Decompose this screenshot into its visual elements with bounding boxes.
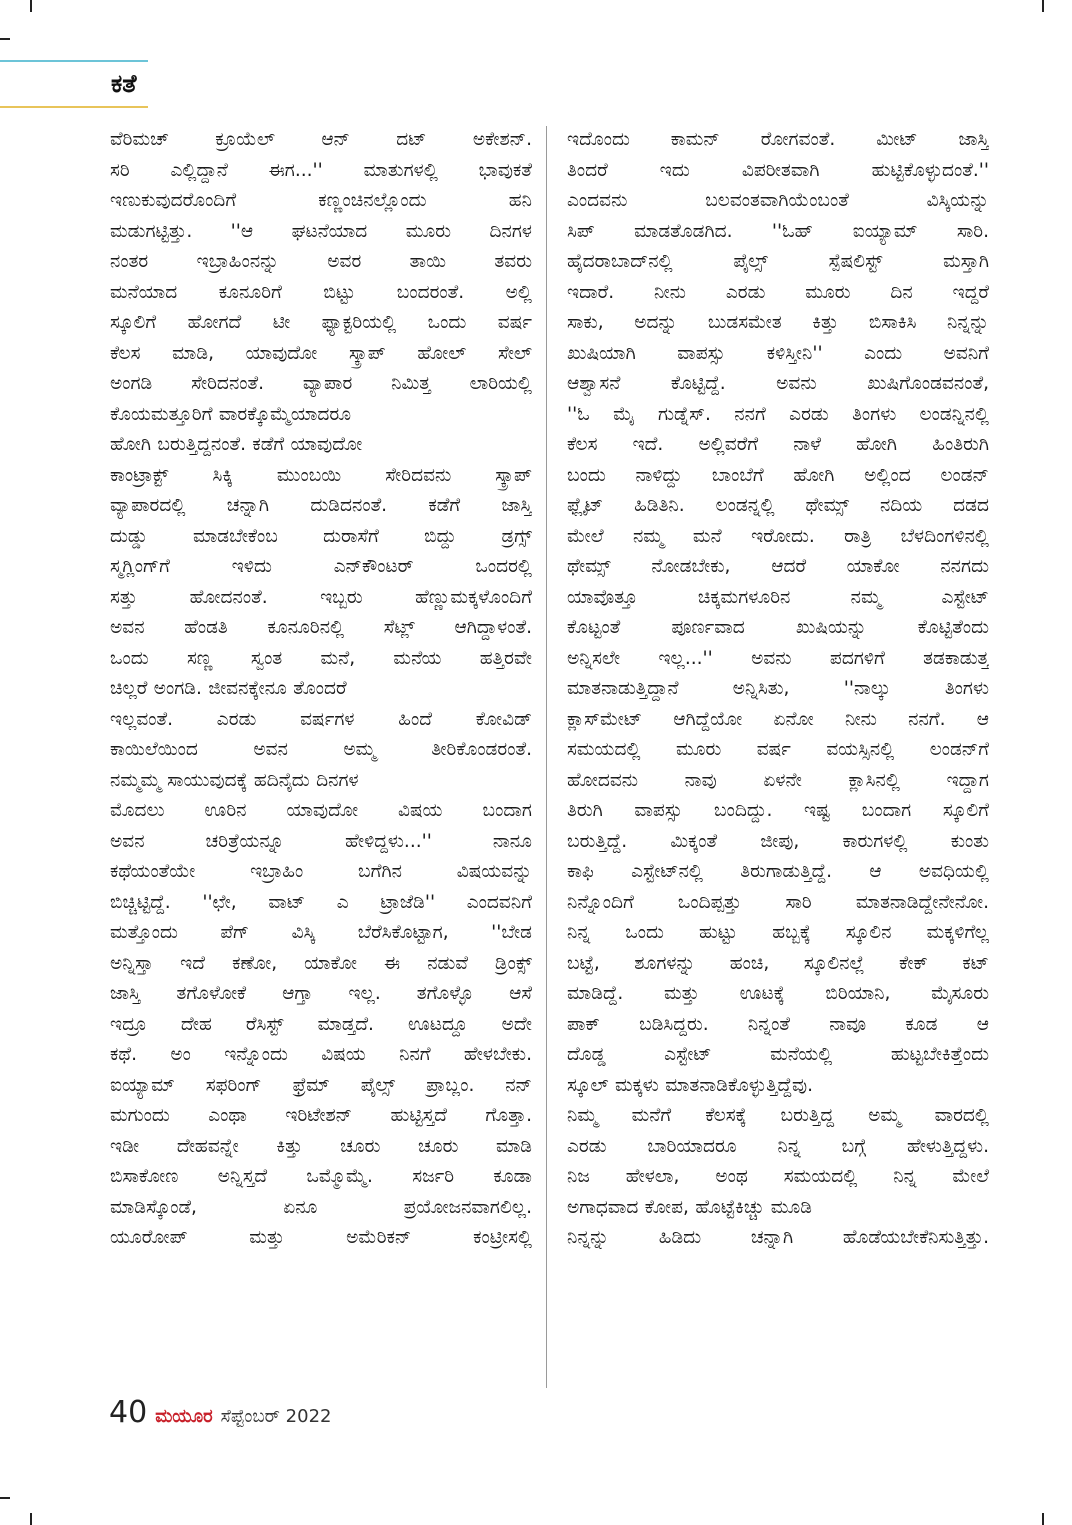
text-line: ಮಡುಗಟ್ಟಿತ್ತು. ''ಆ ಘಟನೆಯಾದ ಮೂರು ದಿನಗಳ — [110, 220, 532, 242]
article-column-right — [567, 125, 989, 1254]
text-line: ಅನ್ನಿಸಲೇ ಇಲ್ಲ...'' ಅವನು ಪದಗಳಿಗೆ ತಡಕಾಡುತ್ತ — [567, 647, 989, 669]
text-line: ಸತ್ತು ಹೋದನಂತೆ. ಇಬ್ಬರು ಹೆಣ್ಣುಮಕ್ಕಳೊಂದಿಗೆ — [110, 586, 532, 608]
text-line: ಪಾಕ್ ಬಡಿಸಿದ್ದರು. ನಿನ್ನಂತೆ ನಾವೂ ಕೂಡ ಆ — [567, 1013, 989, 1035]
text-line: ನಂತರ ಇಬ್ರಾಹಿಂನನ್ನು ಅವರ ತಾಯಿ ತವರು — [110, 251, 532, 272]
text-line: ವೆರಿಮಚ್ ಕ್ರೂಯೆಲ್ ಆನ್ ದಟ್ ಅಕೇಶನ್. — [110, 129, 532, 150]
text-line: ಬಟ್ಟೆ, ಶೂಗಳನ್ನು ಹಂಚಿ, ಸ್ಕೂಲಿನಲ್ಲೆ ಕೇಕ್ ಕಟ್ — [567, 952, 989, 974]
header-rule-top — [0, 60, 148, 62]
text-line: ಐಯ್ಯಾಮ್ ಸಫರಿಂಗ್ ಫ್ರೆಮ್ ಪೈಲ್ಸ್ ಪ್ರಾಬ್ಲಂ. ನನ್ — [110, 1074, 532, 1096]
text-line: ಅಂಗಡಿ ಸೇರಿದನಂತೆ. ವ್ಯಾಪಾರ ನಿಮಿತ್ತ ಲಾರಿಯಲ್ಲಿ — [110, 373, 532, 394]
crop-mark — [30, 1513, 32, 1525]
text-line: ಸಿಪ್ ಮಾಡತೊಡಗಿದ. ''ಓಹ್ ಐಯ್ಯಾಮ್ ಸಾರಿ. — [567, 220, 989, 242]
text-line: ನಿನ್ನೊಂದಿಗೆ ಒಂದಿಪ್ಪತ್ತು ಸಾರಿ ಮಾತನಾಡಿದ್ದೇನೇನೋ. — [567, 891, 989, 913]
text-line: ನಮ್ಮಮ್ಮ ಸಾಯುವುದಕ್ಕೆ ಹದಿನೈದು ದಿನಗಳ — [110, 769, 359, 791]
crop-mark — [0, 38, 10, 40]
text-line: ಕೊಟ್ಟಂತೆ ಪೂರ್ಣವಾದ ಖುಷಿಯನ್ನು ಕೊಟ್ಟಿತೆಂದು — [567, 617, 989, 638]
text-line: ಇಲ್ಲವಂತೆ. ಎರಡು ವರ್ಷಗಳ ಹಿಂದೆ ಕೋವಿಡ್ — [110, 708, 532, 730]
text-line: ಮೊದಲು ಊರಿನ ಯಾವುದೋ ವಿಷಯ ಬಂದಾಗ — [110, 800, 532, 821]
text-line: ಕ್ಲಾಸ್‌ಮೇಟ್ ಆಗಿದ್ದೆಯೋ ಏನೋ ನೀನು ನನಗೆ. ಆ — [567, 708, 989, 730]
text-line: ವ್ಯಾಪಾರದಲ್ಲಿ ಚನ್ನಾಗಿ ದುಡಿದನಂತೆ. ಕಡೆಗೆ ಜಾಸ್ತಿ — [110, 495, 532, 516]
text-line: ತಿಂದರೆ ಇದು ವಿಪರೀತವಾಗಿ ಹುಟ್ಟಿಕೊಳ್ಳುದಂತೆ.'' — [567, 159, 989, 181]
text-line: ಸಾಕು, ಅದನ್ನು ಬುಡಸಮೇತ ಕಿತ್ತು ಬಿಸಾಕಿಸಿ ನಿನ್ನನ್ನು — [567, 312, 989, 333]
text-line: ಎಂದವನು ಬಲವಂತವಾಗಿಯೆಂಬಂತೆ ವಿಸ್ಕಿಯನ್ನು — [567, 190, 989, 211]
page-footer — [109, 1393, 331, 1433]
column-divider — [546, 126, 547, 1388]
text-line: ಚಿಲ್ಲರೆ ಅಂಗಡಿ. ಜೀವನಕ್ಕೇನೂ ತೊಂದರೆ — [110, 678, 347, 699]
text-line: ಹೋದವನು ನಾವು ಏಳನೇ ಕ್ಲಾಸಿನಲ್ಲಿ ಇದ್ದಾಗ — [567, 769, 989, 791]
crop-mark — [1042, 0, 1044, 12]
crop-mark — [30, 0, 32, 12]
text-line: ಒಂದು ಸಣ್ಣ ಸ್ವಂತ ಮನೆ, ಮನೆಯ ಹತ್ತಿರವೇ — [110, 647, 532, 669]
text-line: ಆಶ್ವಾಸನೆ ಕೊಟ್ಟಿದ್ದೆ. ಅವನು ಖುಷಿಗೊಂಡವನಂತೆ, — [567, 373, 989, 394]
text-line: ಹೋಗಿ ಬರುತ್ತಿದ್ದನಂತೆ. ಕಡೆಗೆ ಯಾವುದೋ — [110, 434, 363, 455]
text-line: ಮಾಡಿಸ್ಕೊಂಡೆ, ಏನೂ ಪ್ರಯೋಜನವಾಗಲಿಲ್ಲ. — [110, 1196, 532, 1218]
text-line: ಕಥೆ. ಅಂ ಇನ್ನೊಂದು ವಿಷಯ ನಿನಗೆ ಹೇಳಬೇಕು. — [110, 1044, 532, 1065]
text-line: ಇದಾರೆ. ನೀನು ಎರಡು ಮೂರು ದಿನ ಇದ್ದರೆ — [567, 281, 989, 303]
text-line: ಅಗಾಧವಾದ ಕೋಪ, ಹೊಟ್ಟೆಕಿಚ್ಚು ಮೂಡಿ — [567, 1196, 812, 1218]
text-line: ಯೂರೋಪ್ ಮತ್ತು ಅಮೆರಿಕನ್ ಕಂಟ್ರೀಸಲ್ಲಿ — [110, 1227, 532, 1248]
text-line: ಸ್ಕೂಲಿಗೆ ಹೋಗದೆ ಟೀ ಫ್ಯಾಕ್ಟರಿಯಲ್ಲಿ ಒಂದು ವರ್ಷ — [110, 312, 532, 333]
magazine-logo: ಮಯೂರ — [155, 1406, 213, 1427]
text-line: ಸ್ಮಗ್ಲಿಂಗ್‌ಗೆ ಇಳಿದು ಎನ್‌ಕೌಂಟರ್ ಒಂದರಲ್ಲಿ — [110, 556, 532, 577]
text-line: ನಿಮ್ಮ ಮನೆಗೆ ಕೆಲಸಕ್ಕೆ ಬರುತ್ತಿದ್ದ ಅಮ್ಮ ವಾರದಲ್ಲಿ — [567, 1105, 989, 1126]
text-line: ಖುಷಿಯಾಗಿ ವಾಪಸ್ಸು ಕಳಿಸ್ತೀನಿ'' ಎಂದು ಅವನಿಗೆ — [567, 342, 989, 364]
text-line: ಇದ್ರೂ ದೇಹ ರೆಸಿಸ್ಟ್ ಮಾಡ್ತದೆ. ಊಟದ್ದೂ ಅದೇ — [110, 1013, 532, 1035]
section-label: ಕತೆ — [111, 69, 137, 98]
crop-mark — [1042, 1513, 1044, 1525]
text-line: ಸರಿ ಎಲ್ಲಿದ್ದಾನೆ ಈಗ...'' ಮಾತುಗಳಲ್ಲಿ ಭಾವುಕತೆ — [110, 159, 532, 181]
text-line: ಕಾಫಿ ಎಸ್ಟೇಟ್‌ನಲ್ಲಿ ತಿರುಗಾಡುತ್ತಿದ್ದೆ. ಆ ಅವಧಿಯಲ್ಲಿ — [567, 861, 989, 882]
text-line: ''ಓ ಮೈ ಗುಡ್ನೆಸ್. ನನಗೆ ಎರಡು ತಿಂಗಳು ಲಂಡನ್ನಿನಲ್ಲಿ — [567, 403, 989, 425]
text-line: ಕಾಯಿಲೆಯಿಂದ ಅವನ ಅಮ್ಮ ತೀರಿಕೊಂಡರಂತೆ. — [110, 739, 532, 760]
text-line: ಇಣುಕುವುದರೊಂದಿಗೆ ಕಣ್ಣಂಚಿನಲ್ಲೊಂದು ಹನಿ — [110, 190, 532, 211]
text-line: ಇದೊಂದು ಕಾಮನ್ ರೋಗವಂತೆ. ಮೀಟ್ ಜಾಸ್ತಿ — [567, 129, 989, 150]
text-line: ದುಡ್ಡು ಮಾಡಬೇಕೆಂಬ ದುರಾಸೆಗೆ ಬಿದ್ದು ಡ್ರಗ್ಸ್ — [110, 525, 532, 547]
text-line: ಮಾಡಿದ್ದೆ. ಮತ್ತು ಊಟಕ್ಕೆ ಬಿರಿಯಾನಿ, ಮೈಸೂರು — [567, 983, 989, 1004]
text-line: ಹೈದರಾಬಾದ್‌ನಲ್ಲಿ ಪೈಲ್ಸ್ ಸ್ಪೆಷಲಿಸ್ಟ್ ಮಸ್ತಾಗಿ — [567, 251, 989, 272]
text-line: ಬಿಚ್ಚಿಟ್ಟಿದ್ದೆ. ''ಛೇ, ವಾಟ್ ಎ ಟ್ರಾಜೆಡಿ'' ಎಂದವನಿಗೆ — [110, 891, 532, 913]
text-line: ದೊಡ್ಡ ಎಸ್ಟೇಟ್ ಮನೆಯಲ್ಲಿ ಹುಟ್ಟಬೇಕಿತ್ತೆಂದು — [567, 1044, 989, 1065]
header-rule-bottom — [0, 106, 148, 108]
page-number: 40 — [109, 1395, 148, 1430]
text-line: ಬರುತ್ತಿದ್ದೆ. ಮಿಕ್ಕಂತೆ ಜೀಪು, ಕಾರುಗಳಲ್ಲಿ ಕುಂತು — [567, 830, 989, 852]
text-line: ಅನ್ನಿಸ್ತಾ ಇದೆ ಕಣೋ, ಯಾಕೋ ಈ ನಡುವೆ ಡ್ರಿಂಕ್ಸ್ — [110, 952, 532, 974]
text-line: ಬಿಸಾಕೋಣ ಅನ್ನಿಸ್ತದೆ ಒಮ್ಮೊಮ್ಮೆ. ಸರ್ಜರಿ ಕೂಡಾ — [110, 1166, 532, 1187]
text-line: ಬಂದು ನಾಳಿದ್ದು ಬಾಂಬೆಗೆ ಹೋಗಿ ಅಲ್ಲಿಂದ ಲಂಡನ್ — [567, 464, 989, 486]
text-line: ಅವನ ಚರಿತ್ರೆಯನ್ನೂ ಹೇಳಿದ್ದಳು...'' ನಾನೂ — [110, 830, 532, 852]
text-line: ನಿಜ ಹೇಳಲಾ, ಅಂಥ ಸಮಯದಲ್ಲಿ ನಿನ್ನ ಮೇಲೆ — [567, 1166, 989, 1187]
text-line: ಮನೆಯಾದ ಕೂನೂರಿಗೆ ಬಿಟ್ಟು ಬಂದರಂತೆ. ಅಲ್ಲಿ — [110, 281, 532, 303]
text-line: ಎರಡು ಬಾರಿಯಾದರೂ ನಿನ್ನ ಬಗ್ಗೆ ಹೇಳುತ್ತಿದ್ದಳು. — [567, 1135, 989, 1157]
text-line: ಯಾವೊತ್ತೂ ಚಿಕ್ಕಮಗಳೂರಿನ ನಮ್ಮ ಎಸ್ಟೇಟ್ — [567, 586, 989, 608]
text-line: ಕೆಲಸ ಇದೆ. ಅಲ್ಲಿವರೆಗೆ ನಾಳೆ ಹೋಗಿ ಹಿಂತಿರುಗಿ — [567, 434, 989, 455]
issue-date: ಸೆಪ್ಟೆಂಬರ್ 2022 — [220, 1406, 332, 1427]
text-line: ನಿನ್ನ ಒಂದು ಹುಟ್ಟು ಹಬ್ಬಕ್ಕೆ ಸ್ಕೂಲಿನ ಮಕ್ಕಳಿಗೆಲ್ಲ — [567, 922, 989, 943]
text-line: ಕಾಂಟ್ರಾಕ್ಟ್ ಸಿಕ್ಕಿ ಮುಂಬಯಿ ಸೇರಿದವನು ಸ್ಕ್ರಾಪ್ — [110, 464, 532, 486]
text-line: ಕಥೆಯಂತೆಯೇ ಇಬ್ರಾಹಿಂ ಬಗೆಗಿನ ವಿಷಯವನ್ನು — [110, 861, 532, 882]
text-line: ಮತ್ತೊಂದು ಪೆಗ್ ವಿಸ್ಕಿ ಬೆರೆಸಿಕೊಟ್ಟಾಗ, ''ಬೇಡ — [110, 922, 532, 943]
crop-mark — [0, 1497, 10, 1499]
article-column-left — [110, 125, 532, 1254]
text-line: ಮೇಲೆ ನಮ್ಮ ಮನೆ ಇರೋದು. ರಾತ್ರಿ ಬೆಳದಿಂಗಳಿನಲ್ಲಿ — [567, 525, 989, 547]
text-line: ತಿರುಗಿ ವಾಪಸ್ಸು ಬಂದಿದ್ದು. ಇಷ್ಟ ಬಂದಾಗ ಸ್ಕೂಲಿಗೆ — [567, 800, 989, 821]
text-line: ಮಾತನಾಡುತ್ತಿದ್ದಾನೆ ಅನ್ನಿಸಿತು, ''ನಾಲ್ಕು ತಿಂಗಳು — [567, 678, 989, 699]
text-line: ಕೆಲಸ ಮಾಡಿ, ಯಾವುದೋ ಸ್ಕ್ರಾಪ್ ಹೋಲ್ ಸೇಲ್ — [110, 342, 532, 364]
text-line: ಸ್ಕೂಲ್ ಮಕ್ಕಳು ಮಾತನಾಡಿಕೊಳ್ಳುತ್ತಿದ್ದೆವು. — [567, 1074, 814, 1096]
text-line: ಜಾಸ್ತಿ ತಗೊಳೋಕೆ ಆಗ್ತಾ ಇಲ್ಲ. ತಗೊಳ್ಳೊ ಆಸೆ — [110, 983, 532, 1004]
text-line: ಥೇಮ್ಸ್ ನೋಡಬೇಕು, ಆದರೆ ಯಾಕೋ ನನಗದು — [567, 556, 989, 577]
text-line: ಫ್ಲೈಟ್ ಹಿಡಿತಿನಿ. ಲಂಡನ್ನಲ್ಲಿ ಥೇಮ್ಸ್ ನದಿಯ ದಡದ — [567, 495, 989, 516]
text-line: ಕೊಯಮತ್ತೂರಿಗೆ ವಾರಕ್ಕೊಮ್ಮೆಯಾದರೂ — [110, 403, 352, 425]
text-line: ಮಗುಂದು ಎಂಥಾ ಇರಿಟೇಶನ್ ಹುಟ್ಟಿಸ್ತದೆ ಗೊತ್ತಾ. — [110, 1105, 532, 1126]
text-line: ಸಮಯದಲ್ಲಿ ಮೂರು ವರ್ಷ ವಯಸ್ಸಿನಲ್ಲಿ ಲಂಡನ್‌ಗೆ — [567, 739, 989, 760]
text-line: ಇಡೀ ದೇಹವನ್ನೇ ಕಿತ್ತು ಚೂರು ಚೂರು ಮಾಡಿ — [110, 1135, 532, 1157]
text-line: ಅವನ ಹೆಂಡತಿ ಕೂನೂರಿನಲ್ಲಿ ಸೆಟ್ಲ್ ಆಗಿದ್ದಾಳಂತೆ. — [110, 617, 532, 638]
text-line: ನಿನ್ನನ್ನು ಹಿಡಿದು ಚನ್ನಾಗಿ ಹೊಡೆಯಬೇಕೆನಿಸುತ್ತಿತ್ತು. — [567, 1227, 989, 1248]
